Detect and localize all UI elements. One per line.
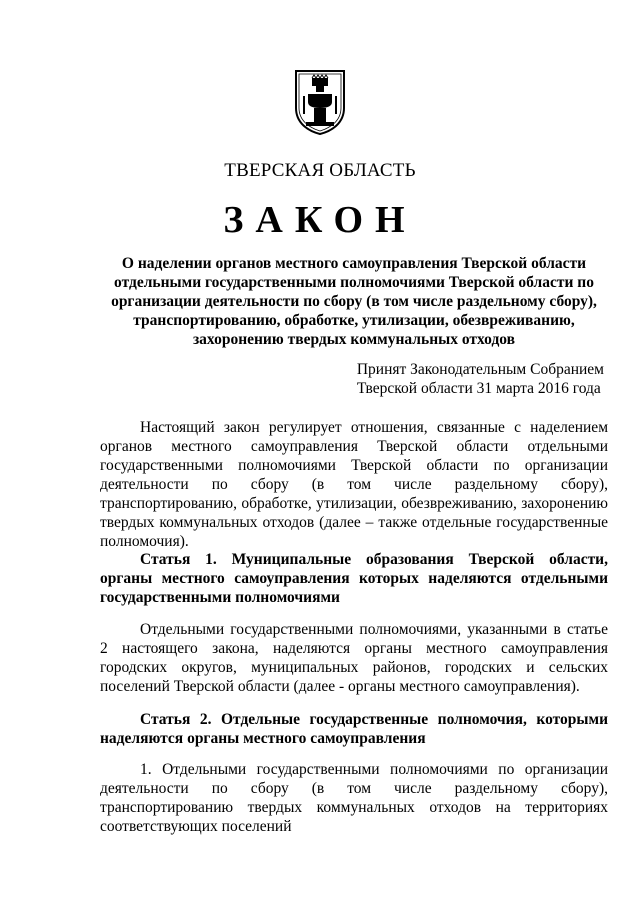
article-1-text: Отдельными государственными полномочиями, указанными в статье 2 настоящего закона, наделяются органы местного самоуправления городских округов, муниципальных районов, городских и сельских поселений Тверской области (далее - органы местного самоуправления). [100, 621, 608, 695]
adoption-line-1: Принят Законодательным Собранием [356, 361, 604, 378]
adoption-line-2: Тверской области 31 марта 2016 года [356, 380, 601, 397]
document-type: ЗАКОН [223, 199, 417, 241]
article-2-text: 1. Отдельными государственными полномочиями по организации деятельности по сбору (в том числе раздельному сбору), транспортированию твердых коммунальных отходов на территориях соответствующих поселений [100, 761, 608, 835]
article-1-heading: Статья 1. Муниципальные образования Тверской области, органы местного самоуправления которых наделяются отдельными государственными полномочиями [100, 551, 608, 606]
intro-paragraph: Настоящий закон регулирует отношения, связанные с наделением органов местного самоуправления Тверской области отдельными государственными полномочиями Тверской области по организации деятельности по сбору (в том числе раздельному сбору), транспортированию, обработке, утилизации, обезвреживанию, захоронению твердых коммунальных отходов (далее – также отдельные государственные полномочия). [100, 419, 608, 550]
law-title: О наделении органов местного самоуправления Тверской области отдельными государственными полномочиями Тверской области по организации деятельности по сбору (в том числе раздельному сбору), транспортированию, обработке, утилизации, обезвреживанию, захоронению твердых коммунальных отходов [111, 255, 597, 348]
adoption-note [357, 360, 604, 398]
region-name: ТВЕРСКАЯ ОБЛАСТЬ [224, 160, 416, 181]
article-2-heading: Статья 2. Отдельные государственные полномочия, которыми наделяются органы местного самоуправления [100, 711, 608, 747]
tver-coat-of-arms-icon [292, 68, 348, 136]
